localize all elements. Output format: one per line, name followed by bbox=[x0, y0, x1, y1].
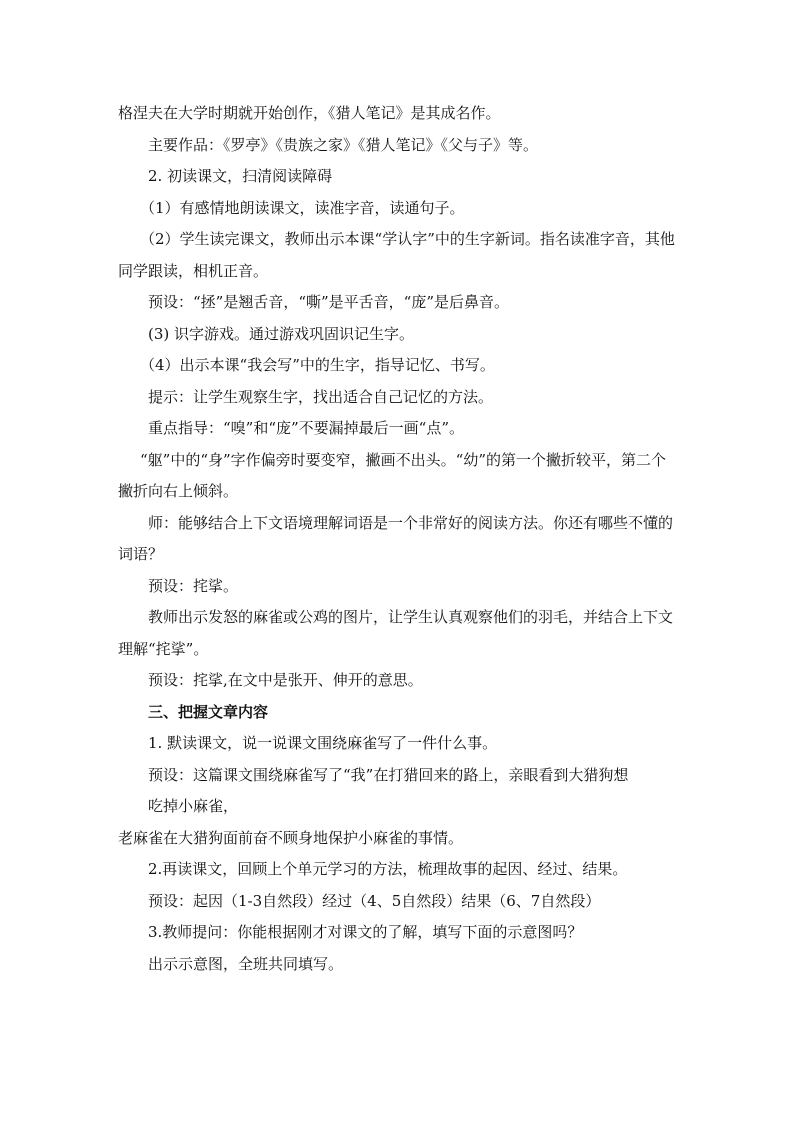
paragraph-step-2-heading: 2. 初读课文，扫清阅读障碍 bbox=[148, 167, 333, 185]
paragraph-tip: 提示：让学生观察生字，找出适合自己记忆的方法。 bbox=[148, 387, 494, 406]
paragraph-main-works: 主要作品：《罗亭》《贵族之家》《猎人笔记》《父与子》等。 bbox=[148, 135, 539, 154]
section-heading-grasp-content: 三、把握文章内容 bbox=[148, 702, 269, 721]
paragraph-key-guidance: 重点指导：“嗅”和“庞”不要漏掉最后一画“点”。 bbox=[148, 419, 465, 437]
paragraph-preset-pronunciation: 预设：“拯”是翘舌音，“嘶”是平舌音，“庞”是后鼻音。 bbox=[148, 293, 510, 311]
paragraph-character-writing: “躯”中的“身”字作偏旁时要变窄，撇画不出头。“幼”的第一个撇折较平，第二个撇折向右上倾斜。 bbox=[118, 450, 667, 500]
paragraph-preset-word: 预设：挓挲。 bbox=[148, 576, 239, 595]
paragraph-task-3: 3.教师提问：你能根据刚才对课文的了解，填写下面的示意图吗？ bbox=[148, 923, 583, 941]
paragraph-step-2-item-4: （4）出示本课“我会写”中的生字，指导记忆、书写。 bbox=[140, 356, 495, 374]
paragraph-preset-summary-line-1: 预设：这篇课文围绕麻雀写了“我”在打猎回来的路上，亲眼看到大猎狗想 bbox=[148, 765, 629, 784]
paragraph-picture-activity: 教师出示发怒的麻雀或公鸡的图片，让学生认真观察他们的羽毛，并结合上下文理解“挓挲”。 bbox=[118, 608, 674, 658]
paragraph-preset-summary-line-2: 吃掉小麻雀， bbox=[148, 797, 239, 815]
paragraph-author-intro: 格涅夫在大学时期就开始创作，《猎人笔记》是其成名作。 bbox=[118, 104, 501, 122]
paragraph-preset-summary-line-3: 老麻雀在大猎狗面前奋不顾身地保护小麻雀的事情。 bbox=[118, 828, 464, 847]
paragraph-teacher-question: 师：能够结合上下文语境理解词语是一个非常好的阅读方法。你还有哪些不懂的词语？ bbox=[118, 513, 674, 563]
paragraph-diagram-instruction: 出示示意图，全班共同填写。 bbox=[148, 954, 344, 973]
paragraph-step-2-item-1: （1）有感情地朗读课文，读准字音，读通句子。 bbox=[140, 198, 465, 217]
paragraph-word-meaning: 预设：挓挲,在文中是张开、伸开的意思。 bbox=[148, 671, 423, 689]
paragraph-step-2-item-3: (3) 识字游戏。通过游戏巩固识记生字。 bbox=[148, 324, 415, 343]
paragraph-task-1: 1. 默读课文，说一说课文围绕麻雀写了一件什么事。 bbox=[148, 734, 498, 752]
paragraph-step-2-item-2: （2）学生读完课文，教师出示本课“学认字”中的生字新词。指名读准字音，其他同学跟读，相机正音。 bbox=[118, 230, 675, 280]
paragraph-story-structure: 预设：起因（1-3自然段）经过（4、5自然段）结果（6、7自然段） bbox=[148, 891, 601, 910]
paragraph-task-2: 2.再读课文，回顾上个单元学习的方法，梳理故事的起因、经过、结果。 bbox=[148, 860, 628, 878]
document-body bbox=[118, 98, 678, 980]
